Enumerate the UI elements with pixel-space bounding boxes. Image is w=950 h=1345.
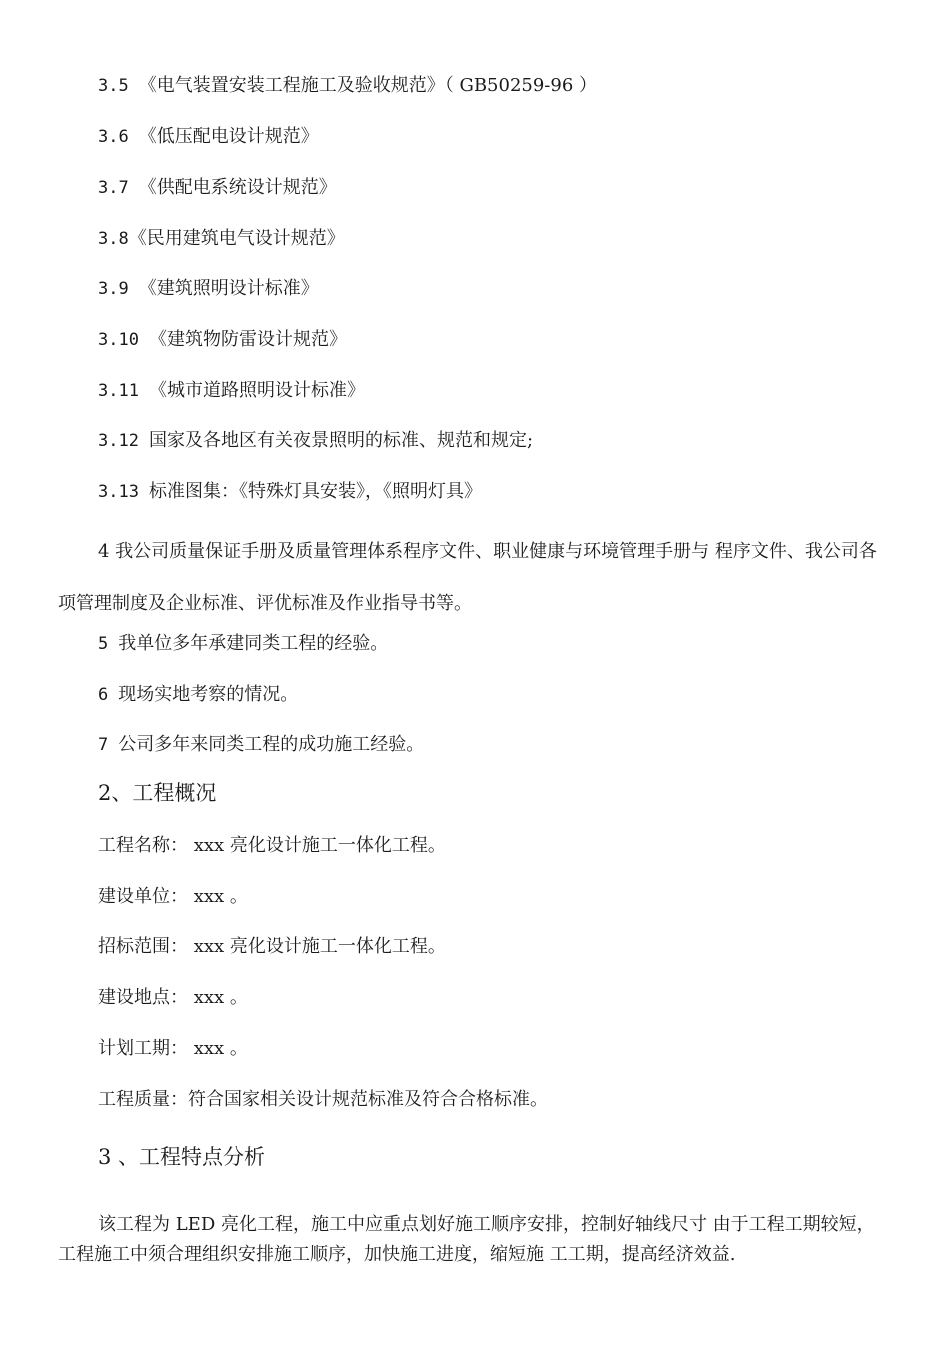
ref-text: 国家及各地区有关夜景照明的标准、规范和规定; xyxy=(148,430,534,451)
ref-item xyxy=(98,481,482,503)
ref-text: 《城市道路照明设计标准》 xyxy=(148,380,365,401)
basis-text: 公司多年来同类工程的成功施工经验。 xyxy=(118,734,425,755)
basis-item xyxy=(98,734,424,756)
overview-row: 建设地点： xxx 。 xyxy=(98,987,248,1008)
ref-number: 3.6 xyxy=(98,127,129,147)
ref-item xyxy=(98,75,597,97)
ref-text: 《建筑照明设计标准》 xyxy=(138,278,319,299)
ref-number: 3.12 xyxy=(98,431,139,451)
ref-item xyxy=(98,177,337,199)
ref-text: 《民用建筑电气设计规范》 xyxy=(128,228,345,249)
overview-row: 建设单位： xxx 。 xyxy=(98,886,248,907)
ref-item xyxy=(98,126,319,148)
basis-number: 6 xyxy=(98,685,109,705)
overview-row: 计划工期： xxx 。 xyxy=(98,1038,248,1059)
ref-item xyxy=(98,228,345,250)
analysis-paragraph: 该工程为 LED 亮化工程，施工中应重点划好施工顺序安排，控制好轴线尺寸 由于工程工期较短，工程施工中须合理组织安排施工顺序，加快施工进度，缩短施 工工期，提高经济效益. xyxy=(58,1214,875,1265)
ref-number: 3.10 xyxy=(98,330,139,350)
basis-text: 我单位多年承建同类工程的经验。 xyxy=(118,633,389,654)
section-heading: 2、工程概况 xyxy=(98,781,217,805)
basis-number: 5 xyxy=(98,634,109,654)
ref-number: 3.5 xyxy=(98,76,129,96)
ref-text: 标准图集：《特殊灯具安装》，《照明灯具》 xyxy=(148,481,482,502)
ref-number: 3.7 xyxy=(98,178,129,198)
ref-text: 《电气装置安装工程施工及验收规范》（ GB50259-96 ） xyxy=(138,75,598,96)
overview-row: 招标范围： xxx 亮化设计施工一体化工程。 xyxy=(98,936,446,957)
ref-text: 《低压配电设计规范》 xyxy=(138,126,319,147)
ref-number: 3.11 xyxy=(98,381,139,401)
overview-row: 工程质量：符合国家相关设计规范标准及符合合格标准。 xyxy=(98,1089,548,1110)
ref-item xyxy=(98,380,365,402)
overview-row: 工程名称： xxx 亮化设计施工一体化工程。 xyxy=(98,835,446,856)
basis-number: 7 xyxy=(98,735,109,755)
ref-text: 《建筑物防雷设计规范》 xyxy=(148,329,347,350)
basis-text: 现场实地考察的情况。 xyxy=(118,684,299,705)
basis-paragraph: 4 我公司质量保证手册及质量管理体系程序文件、职业健康与环境管理手册与 程序文件、我公司各项管理制度及企业标准、评优标准及作业指导书等。 xyxy=(58,541,877,614)
ref-item xyxy=(98,278,319,300)
basis-item xyxy=(98,633,388,655)
ref-number: 3.9 xyxy=(98,279,129,299)
section-heading: 3 、工程特点分析 xyxy=(98,1145,266,1169)
ref-number: 3.8 xyxy=(98,229,129,249)
ref-item xyxy=(98,329,347,351)
ref-text: 《供配电系统设计规范》 xyxy=(138,177,337,198)
basis-item xyxy=(98,684,298,706)
ref-number: 3.13 xyxy=(98,482,139,502)
ref-item xyxy=(98,430,533,452)
